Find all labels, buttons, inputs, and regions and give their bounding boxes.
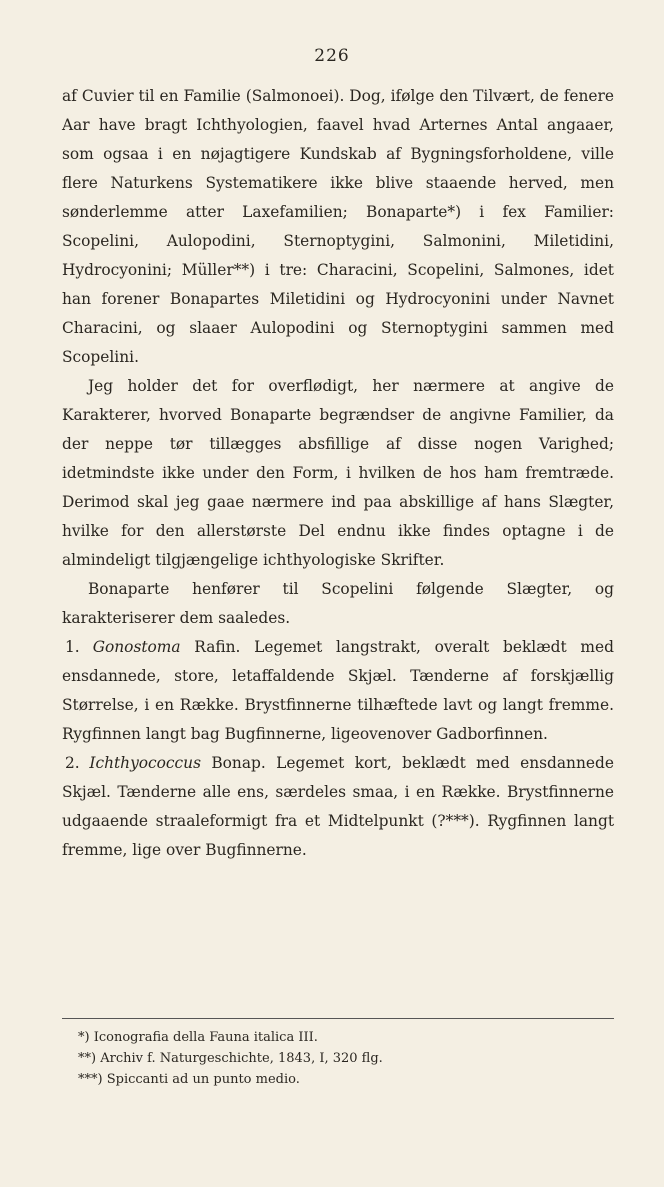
page-number: 226 xyxy=(314,46,350,66)
footnote-text: Iconografia della Fauna italica III. xyxy=(93,1030,318,1045)
item-number: 1. xyxy=(65,638,80,656)
list-item xyxy=(62,633,614,749)
footnote xyxy=(62,1027,614,1048)
paragraph: af Cuvier til en Familie (Salmonoei). Dog, ifølge den Tilvært, de fenere Aar have bragt Ichthyologien, faavel hvad Arternes Antal angaaer, som ogsaa i en nøjagtigere Kundskab af Bygningsforholdene, ville flere Naturkens Systematikere ikke blive staaende herved, men sønderlemme atter Laxefamilien; Bonaparte*) i fex Familier: Scopelini, Aulopodini, Sternoptygini, Salmonini, Miletidini, Hydrocyonini; Müller**) i tre: Characini, Scopelini, Salmones, idet han forener Bonapartes Miletidini og Hydrocyonini under Navnet Characini, og slaaer Aulopodini og Sternoptygini sammen med Scopelini. xyxy=(62,87,614,366)
footnote-mark: *) xyxy=(78,1030,90,1045)
genus-name: Ichthyococcus xyxy=(89,754,201,772)
paragraph: Jeg holder det for overflødigt, her nærmere at angive de Karakterer, hvorved Bonaparte begrændser de angivne Familier, da der neppe tør tillægges absfillige af disse nogen Varighed; idetmindste ikke under den Form, i hvilken de hos ham fremtræde. Derimod skal jeg gaae nærmere ind paa abskillige af hans Slægter, hvilke for den allerstørste Del endnu ikke findes optagne i de almindeligt tilgjængelige ichthyologiske Skrifter. xyxy=(62,377,614,569)
footnote-text: Spiccanti ad un punto medio. xyxy=(106,1072,300,1087)
genus-name: Gonostoma xyxy=(92,638,181,656)
footnote-mark: ***) xyxy=(78,1072,103,1087)
item-number: 2. xyxy=(65,754,80,772)
footnote-mark: **) xyxy=(78,1051,97,1066)
genus-author: Rafin. xyxy=(194,638,241,656)
genus-description: Legemet langstrakt, overalt beklædt med ensdannede, store, letaffaldende Skjæl. Tænderne af forskjællig Størrelse, i en Række. Brystfinnerne tilhæftede lavt og langt fremme. Rygfinnen langt bag Bugfinnerne, ligeovenover Gadborfinnen. xyxy=(62,638,614,743)
genus-author: Bonap. xyxy=(211,754,266,772)
footnotes xyxy=(62,1018,614,1090)
paragraph: Bonaparte henfører til Scopelini følgende Slægter, og karakteriserer dem saaledes. xyxy=(62,580,614,627)
genus-description: Legemet kort, beklædt med ensdannede Skjæl. Tænderne alle ens, særdeles smaa, i en Række. Brystfinnerne udgaaende straaleformigt fra et Midtelpunkt (?***). Rygfinnen langt fremme, lige over Bugfinnerne. xyxy=(62,754,614,859)
footnote xyxy=(62,1069,614,1090)
body-text xyxy=(62,82,614,865)
footnote xyxy=(62,1048,614,1069)
footnote-text: Archiv f. Naturgeschichte, 1843, I, 320 flg. xyxy=(100,1051,383,1066)
list-item xyxy=(62,749,614,865)
